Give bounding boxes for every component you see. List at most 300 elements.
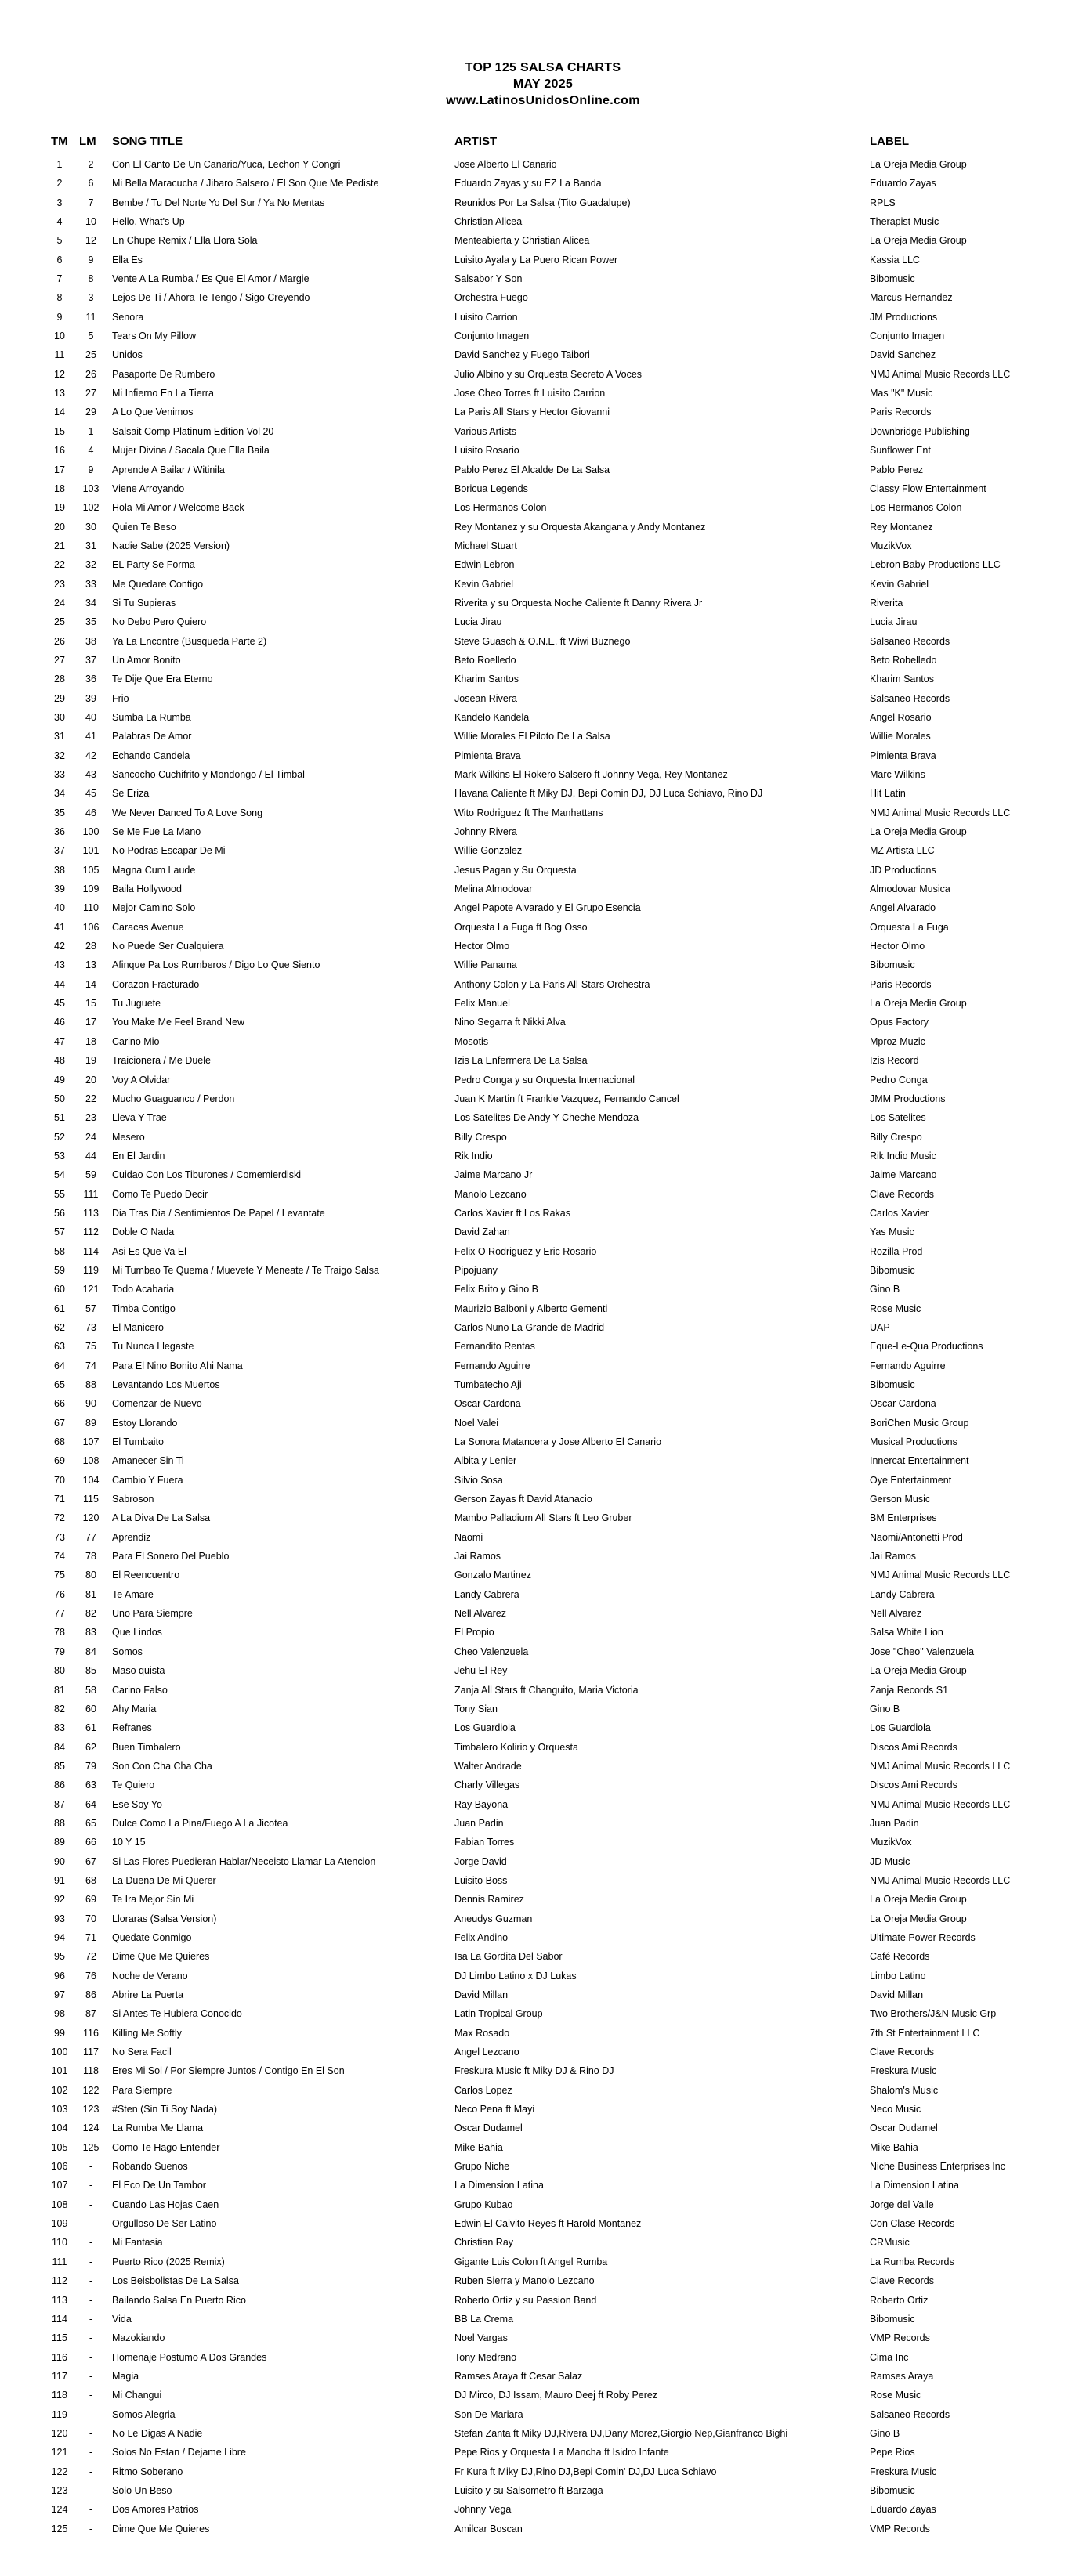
this-month-rank: 58 xyxy=(54,1245,65,1257)
song-title: Hello, What's Up xyxy=(112,216,185,228)
this-month-rank: 67 xyxy=(54,1417,65,1429)
table-row xyxy=(0,2520,1086,2538)
this-month-rank: 95 xyxy=(54,1951,65,1963)
record-label: Nell Alvarez xyxy=(870,1608,921,1620)
song-title: Te Dije Que Era Eterno xyxy=(112,674,213,685)
last-month-rank: 45 xyxy=(85,788,96,800)
artist-name: Manolo Lezcano xyxy=(454,1188,527,1200)
song-title: Palabras De Amor xyxy=(112,731,192,742)
record-label: CRMusic xyxy=(870,2237,910,2249)
artist-name: Angel Papote Alvarado y El Grupo Esencia xyxy=(454,902,641,914)
record-label: Mas "K" Music xyxy=(870,388,933,399)
this-month-rank: 59 xyxy=(54,1264,65,1276)
last-month-rank: 29 xyxy=(85,406,96,418)
table-row xyxy=(0,2271,1086,2290)
artist-name: Ruben Sierra y Manolo Lezcano xyxy=(454,2275,595,2287)
song-title: Magia xyxy=(112,2370,139,2382)
last-month-rank: 3 xyxy=(88,292,94,304)
table-row xyxy=(0,1547,1086,1566)
table-row xyxy=(0,1433,1086,1451)
song-title: A Lo Que Venimos xyxy=(112,406,194,418)
last-month-rank: 20 xyxy=(85,1074,96,1086)
table-row xyxy=(0,2329,1086,2347)
song-title: Mazokiando xyxy=(112,2332,165,2344)
artist-name: Oscar Dudamel xyxy=(454,2123,523,2134)
table-row xyxy=(0,880,1086,898)
song-title: Mucho Guaguanco / Perdon xyxy=(112,1093,235,1104)
table-row xyxy=(0,155,1086,174)
this-month-rank: 124 xyxy=(51,2504,68,2516)
table-row xyxy=(0,498,1086,517)
artist-name: Dennis Ramirez xyxy=(454,1894,524,1906)
record-label: David Millan xyxy=(870,1989,924,2000)
last-month-rank: - xyxy=(89,2427,93,2439)
artist-name: Fr Kura ft Miky DJ,Rino DJ,Bepi Comin' DJ,DJ Luca Schiavo xyxy=(454,2466,717,2477)
record-label: Classy Flow Entertainment xyxy=(870,482,986,494)
artist-name: Angel Lezcano xyxy=(454,2047,519,2058)
this-month-rank: 22 xyxy=(54,559,65,571)
table-row xyxy=(0,2233,1086,2252)
table-row xyxy=(0,1032,1086,1051)
last-month-rank: - xyxy=(89,2294,93,2306)
record-label: Marc Wilkins xyxy=(870,769,925,780)
this-month-rank: 114 xyxy=(52,2313,67,2325)
table-row xyxy=(0,555,1086,574)
last-month-rank: 76 xyxy=(85,1970,96,1982)
record-label: Café Records xyxy=(870,1951,930,1963)
this-month-rank: 37 xyxy=(54,845,65,857)
record-label: Musical Productions xyxy=(870,1436,957,1448)
table-row xyxy=(0,2291,1086,2310)
last-month-rank: 25 xyxy=(85,349,96,361)
song-title: Traicionera / Me Duele xyxy=(112,1055,211,1067)
this-month-rank: 30 xyxy=(54,711,65,723)
record-label: Mproz Muzic xyxy=(870,1035,925,1047)
artist-name: Tony Medrano xyxy=(454,2351,517,2363)
table-row xyxy=(0,174,1086,193)
record-label: NMJ Animal Music Records LLC xyxy=(870,1798,1011,1810)
this-month-rank: 108 xyxy=(51,2198,68,2210)
table-row xyxy=(0,2176,1086,2195)
this-month-rank: 91 xyxy=(54,1874,65,1886)
table-row xyxy=(0,251,1086,269)
record-label: Jose "Cheo" Valenzuela xyxy=(870,1646,975,1657)
artist-name: Salsabor Y Son xyxy=(454,273,523,285)
last-month-rank: 9 xyxy=(88,464,94,475)
record-label: Therapist Music xyxy=(870,216,939,228)
table-row xyxy=(0,1128,1086,1147)
this-month-rank: 93 xyxy=(54,1913,65,1924)
song-title: Si Tu Supieras xyxy=(112,597,176,609)
col-header-song: SONG TITLE xyxy=(112,135,183,148)
record-label: Pimienta Brava xyxy=(870,750,936,761)
last-month-rank: 109 xyxy=(82,883,100,895)
this-month-rank: 78 xyxy=(54,1627,65,1638)
record-label: Freskura Music xyxy=(870,2466,937,2477)
table-row xyxy=(0,1852,1086,1871)
song-title: Lejos De Ti / Ahora Te Tengo / Sigo Creyendo xyxy=(112,292,310,304)
last-month-rank: 121 xyxy=(82,1284,100,1295)
record-label: Roberto Ortiz xyxy=(870,2294,929,2306)
table-row xyxy=(0,441,1086,460)
this-month-rank: 121 xyxy=(51,2447,68,2459)
artist-name: Kandelo Kandela xyxy=(454,711,530,723)
table-row xyxy=(0,2214,1086,2233)
this-month-rank: 109 xyxy=(51,2218,68,2230)
record-label: NMJ Animal Music Records LLC xyxy=(870,1874,1011,1886)
artist-name: Wito Rodriguez ft The Manhattans xyxy=(454,807,603,818)
song-title: No Debo Pero Quiero xyxy=(112,616,207,628)
table-row xyxy=(0,937,1086,956)
record-label: Cima Inc xyxy=(870,2351,909,2363)
artist-name: El Propio xyxy=(454,1627,494,1638)
last-month-rank: 14 xyxy=(85,978,96,990)
record-label: Gino B xyxy=(870,1284,900,1295)
artist-name: Ramses Araya ft Cesar Salaz xyxy=(454,2370,583,2382)
table-row xyxy=(0,1967,1086,1985)
table-row xyxy=(0,403,1086,421)
last-month-rank: - xyxy=(89,2504,93,2516)
table-row xyxy=(0,1681,1086,1700)
last-month-rank: 27 xyxy=(85,388,96,399)
table-row xyxy=(0,2348,1086,2367)
last-month-rank: 23 xyxy=(85,1112,96,1124)
song-title: Sumba La Rumba xyxy=(112,711,191,723)
song-title: Timba Contigo xyxy=(112,1302,176,1314)
song-title: Robando Suenos xyxy=(112,2161,188,2173)
this-month-rank: 117 xyxy=(52,2370,67,2382)
record-label: Gino B xyxy=(870,1703,900,1714)
artist-name: Orchestra Fuego xyxy=(454,292,528,304)
record-label: JD Music xyxy=(870,1855,910,1867)
song-title: Lleva Y Trae xyxy=(112,1112,167,1124)
last-month-rank: 28 xyxy=(85,941,96,952)
song-title: A La Diva De La Salsa xyxy=(112,1512,211,1524)
this-month-rank: 77 xyxy=(54,1608,65,1620)
record-label: Rose Music xyxy=(870,2390,921,2401)
record-label: Rey Montanez xyxy=(870,521,933,533)
record-label: RPLS xyxy=(870,197,896,208)
table-row xyxy=(0,1451,1086,1470)
artist-name: Noel Vargas xyxy=(454,2332,508,2344)
table-row xyxy=(0,384,1086,403)
col-header-artist: ARTIST xyxy=(454,135,498,148)
record-label: La Dimension Latina xyxy=(870,2180,959,2191)
artist-name: Havana Caliente ft Miky DJ, Bepi Comin DJ, DJ Luca Schiavo, Rino DJ xyxy=(454,788,763,800)
table-row xyxy=(0,2405,1086,2424)
song-title: Bembe / Tu Del Norte Yo Del Sur / Ya No Mentas xyxy=(112,197,325,208)
this-month-rank: 17 xyxy=(54,464,65,475)
artist-name: Carlos Xavier ft Los Rakas xyxy=(454,1207,570,1219)
artist-name: Rik Indio xyxy=(454,1150,493,1162)
song-title: Mujer Divina / Sacala Que Ella Baila xyxy=(112,445,270,457)
record-label: Paris Records xyxy=(870,978,932,990)
this-month-rank: 23 xyxy=(54,578,65,590)
artist-name: Pedro Conga y su Orquesta Internacional xyxy=(454,1074,635,1086)
last-month-rank: 118 xyxy=(83,2065,99,2077)
artist-name: Christian Ray xyxy=(454,2237,514,2249)
chart-header xyxy=(0,60,1086,109)
last-month-rank: 40 xyxy=(85,711,96,723)
record-label: Downbridge Publishing xyxy=(870,425,970,437)
last-month-rank: 61 xyxy=(85,1722,96,1734)
artist-name: Oscar Cardona xyxy=(454,1398,521,1410)
song-title: Solos No Estan / Dejame Libre xyxy=(112,2447,246,2459)
artist-name: Mambo Palladium All Stars ft Leo Gruber xyxy=(454,1512,632,1524)
table-row xyxy=(0,1165,1086,1184)
website-link[interactable]: www.LatinosUnidosOnline.com xyxy=(446,94,640,107)
last-month-rank: 11 xyxy=(85,311,96,323)
song-title: Dulce Como La Pina/Fuego A La Jicotea xyxy=(112,1817,288,1829)
table-row xyxy=(0,365,1086,384)
table-row xyxy=(0,2462,1086,2481)
song-title: Mi Tumbao Te Quema / Muevete Y Meneate / Te Traigo Salsa xyxy=(112,1264,379,1276)
song-title: Estoy Llorando xyxy=(112,1417,178,1429)
this-month-rank: 68 xyxy=(54,1436,65,1448)
this-month-rank: 10 xyxy=(54,331,65,342)
record-label: Discos Ami Records xyxy=(870,1779,957,1791)
this-month-rank: 41 xyxy=(54,921,65,933)
song-title: We Never Danced To A Love Song xyxy=(112,807,263,818)
artist-name: La Sonora Matancera y Jose Alberto El Canario xyxy=(454,1436,662,1448)
song-title: Bailando Salsa En Puerto Rico xyxy=(112,2294,246,2306)
record-label: Salsaneo Records xyxy=(870,2408,950,2420)
song-title: Para Siempre xyxy=(112,2084,172,2096)
song-title: Aprende A Bailar / Witinila xyxy=(112,464,225,475)
song-title: Cambio Y Fuera xyxy=(112,1474,183,1486)
artist-name: Michael Stuart xyxy=(454,540,517,551)
table-row xyxy=(0,2119,1086,2137)
this-month-rank: 79 xyxy=(54,1646,65,1657)
table-row xyxy=(0,1490,1086,1508)
song-title: Mesero xyxy=(112,1131,145,1143)
record-label: Mike Bahia xyxy=(870,2141,918,2153)
this-month-rank: 49 xyxy=(54,1074,65,1086)
artist-name: Riverita y su Orquesta Noche Caliente ft Danny Rivera Jr xyxy=(454,597,703,609)
record-label: Bibomusic xyxy=(870,2313,915,2325)
this-month-rank: 113 xyxy=(52,2294,67,2306)
last-month-rank: 8 xyxy=(88,273,94,285)
this-month-rank: 35 xyxy=(54,807,65,818)
last-month-rank: 105 xyxy=(82,864,100,876)
this-month-rank: 96 xyxy=(54,1970,65,1982)
artist-name: Mike Bahia xyxy=(454,2141,503,2153)
last-month-rank: 75 xyxy=(85,1341,96,1353)
table-row xyxy=(0,1700,1086,1718)
song-title: Todo Acabaria xyxy=(112,1284,175,1295)
record-label: La Oreja Media Group xyxy=(870,826,967,838)
song-title: Se Eriza xyxy=(112,788,150,800)
record-label: JMM Productions xyxy=(870,1093,946,1104)
table-row xyxy=(0,2195,1086,2214)
song-title: Killing Me Softly xyxy=(112,2027,182,2039)
column-headers xyxy=(0,135,1086,152)
col-header-tm: TM xyxy=(51,135,68,148)
record-label: Pablo Perez xyxy=(870,464,924,475)
chart-month: MAY 2025 xyxy=(512,78,574,91)
this-month-rank: 69 xyxy=(54,1455,65,1467)
this-month-rank: 6 xyxy=(56,254,63,266)
artist-name: Gigante Luis Colon ft Angel Rumba xyxy=(454,2256,608,2267)
song-title: Un Amor Bonito xyxy=(112,654,181,666)
table-row xyxy=(0,1528,1086,1547)
this-month-rank: 106 xyxy=(51,2161,68,2173)
record-label: Conjunto Imagen xyxy=(870,331,945,342)
record-label: Landy Cabrera xyxy=(870,1588,935,1600)
song-title: Carino Mio xyxy=(112,1035,160,1047)
this-month-rank: 72 xyxy=(54,1512,65,1524)
this-month-rank: 1 xyxy=(56,159,63,170)
record-label: Los Hermanos Colon xyxy=(870,502,962,514)
record-label: Limbo Latino xyxy=(870,1970,926,1982)
last-month-rank: 90 xyxy=(85,1398,96,1410)
artist-name: Pablo Perez El Alcalde De La Salsa xyxy=(454,464,610,475)
artist-name: DJ Limbo Latino x DJ Lukas xyxy=(454,1970,577,1982)
song-title: Dime Que Me Quieres xyxy=(112,2523,210,2534)
this-month-rank: 52 xyxy=(54,1131,65,1143)
record-label: Salsaneo Records xyxy=(870,635,950,647)
song-title: Dos Amores Patrios xyxy=(112,2504,199,2516)
song-title: Maso quista xyxy=(112,1665,165,1677)
record-label: Bibomusic xyxy=(870,959,915,971)
artist-name: Josean Rivera xyxy=(454,692,517,704)
last-month-rank: - xyxy=(89,2161,93,2173)
table-row xyxy=(0,765,1086,784)
table-row xyxy=(0,1108,1086,1127)
song-title: Mejor Camino Solo xyxy=(112,902,196,914)
last-month-rank: 117 xyxy=(83,2047,99,2058)
song-title: El Manicero xyxy=(112,1321,164,1333)
col-header-label: LABEL xyxy=(870,135,909,148)
record-label: Billy Crespo xyxy=(870,1131,922,1143)
table-row xyxy=(0,1414,1086,1433)
artist-name: Johnny Rivera xyxy=(454,826,517,838)
this-month-rank: 3 xyxy=(56,197,63,208)
song-title: EL Party Se Forma xyxy=(112,559,195,571)
table-row xyxy=(0,193,1086,212)
this-month-rank: 84 xyxy=(54,1741,65,1753)
artist-name: Kharim Santos xyxy=(454,674,519,685)
this-month-rank: 36 xyxy=(54,826,65,838)
this-month-rank: 60 xyxy=(54,1284,65,1295)
artist-name: Gonzalo Martinez xyxy=(454,1570,531,1581)
table-row xyxy=(0,1928,1086,1947)
last-month-rank: 15 xyxy=(85,998,96,1010)
table-row xyxy=(0,345,1086,364)
record-label: Rik Indio Music xyxy=(870,1150,936,1162)
last-month-rank: 13 xyxy=(85,959,96,971)
record-label: MZ Artista LLC xyxy=(870,845,935,857)
artist-name: Juan Padin xyxy=(454,1817,504,1829)
artist-name: Orquesta La Fuga ft Bog Osso xyxy=(454,921,588,933)
table-row xyxy=(0,1471,1086,1490)
last-month-rank: 115 xyxy=(83,1494,99,1505)
record-label: Kassia LLC xyxy=(870,254,920,266)
song-title: Mi Changui xyxy=(112,2390,162,2401)
this-month-rank: 48 xyxy=(54,1055,65,1067)
song-title: Ella Es xyxy=(112,254,143,266)
song-title: Noche de Verano xyxy=(112,1970,188,1982)
this-month-rank: 88 xyxy=(54,1817,65,1829)
this-month-rank: 101 xyxy=(51,2065,68,2077)
last-month-rank: 106 xyxy=(82,921,100,933)
this-month-rank: 25 xyxy=(54,616,65,628)
artist-name: Jai Ramos xyxy=(454,1551,501,1563)
song-title: Afinque Pa Los Rumberos / Digo Lo Que Siento xyxy=(112,959,320,971)
song-title: You Make Me Feel Brand New xyxy=(112,1017,245,1028)
record-label: Almodovar Musica xyxy=(870,883,950,895)
last-month-rank: 38 xyxy=(85,635,96,647)
record-label: La Rumba Records xyxy=(870,2256,954,2267)
song-title: Como Te Hago Entender xyxy=(112,2141,220,2153)
song-title: 10 Y 15 xyxy=(112,1837,146,1848)
artist-name: Pepe Rios y Orquesta La Mancha ft Isidro Infante xyxy=(454,2447,669,2459)
last-month-rank: 64 xyxy=(85,1798,96,1810)
song-title: Para El Sonero Del Pueblo xyxy=(112,1551,230,1563)
table-row xyxy=(0,689,1086,708)
last-month-rank: 39 xyxy=(85,692,96,704)
artist-name: Julio Albino y su Orquesta Secreto A Voces xyxy=(454,368,643,380)
song-title: Dia Tras Dia / Sentimientos De Papel / Levantate xyxy=(112,1207,325,1219)
artist-name: Jesus Pagan y Su Orquesta xyxy=(454,864,577,876)
song-title: Ritmo Soberano xyxy=(112,2466,183,2477)
record-label: Eduardo Zayas xyxy=(870,178,936,190)
this-month-rank: 18 xyxy=(54,482,65,494)
last-month-rank: 80 xyxy=(85,1570,96,1581)
song-title: Baila Hollywood xyxy=(112,883,182,895)
this-month-rank: 116 xyxy=(52,2351,67,2363)
this-month-rank: 33 xyxy=(54,769,65,780)
record-label: Clave Records xyxy=(870,2047,934,2058)
table-row xyxy=(0,1623,1086,1642)
this-month-rank: 26 xyxy=(54,635,65,647)
table-row xyxy=(0,1071,1086,1089)
last-month-rank: 2 xyxy=(88,159,94,170)
artist-name: Landy Cabrera xyxy=(454,1588,519,1600)
artist-name: Willie Morales El Piloto De La Salsa xyxy=(454,731,610,742)
artist-name: Felix Andino xyxy=(454,1931,509,1943)
artist-name: Nino Segarra ft Nikki Alva xyxy=(454,1017,566,1028)
song-title: Hola Mi Amor / Welcome Back xyxy=(112,502,244,514)
this-month-rank: 104 xyxy=(51,2123,68,2134)
song-title: Carino Falso xyxy=(112,1684,168,1696)
table-row xyxy=(0,841,1086,860)
song-title: Buen Timbalero xyxy=(112,1741,181,1753)
this-month-rank: 14 xyxy=(54,406,65,418)
this-month-rank: 107 xyxy=(51,2180,68,2191)
song-title: Aprendiz xyxy=(112,1531,151,1543)
record-label: MuzikVox xyxy=(870,1837,912,1848)
table-row xyxy=(0,784,1086,803)
this-month-rank: 89 xyxy=(54,1837,65,1848)
table-row xyxy=(0,1147,1086,1165)
last-month-rank: - xyxy=(89,2370,93,2382)
last-month-rank: 74 xyxy=(85,1360,96,1371)
record-label: Con Clase Records xyxy=(870,2218,955,2230)
record-label: Los Guardiola xyxy=(870,1722,931,1734)
record-label: Zanja Records S1 xyxy=(870,1684,949,1696)
record-label: Clave Records xyxy=(870,2275,934,2287)
artist-name: Los Hermanos Colon xyxy=(454,502,547,514)
last-month-rank: 124 xyxy=(82,2123,100,2134)
artist-name: Willie Gonzalez xyxy=(454,845,523,857)
song-title: Frio xyxy=(112,692,129,704)
this-month-rank: 19 xyxy=(54,502,65,514)
artist-name: Tumbatecho Aji xyxy=(454,1379,522,1390)
this-month-rank: 38 xyxy=(54,864,65,876)
table-row xyxy=(0,461,1086,479)
record-label: BM Enterprises xyxy=(870,1512,937,1524)
